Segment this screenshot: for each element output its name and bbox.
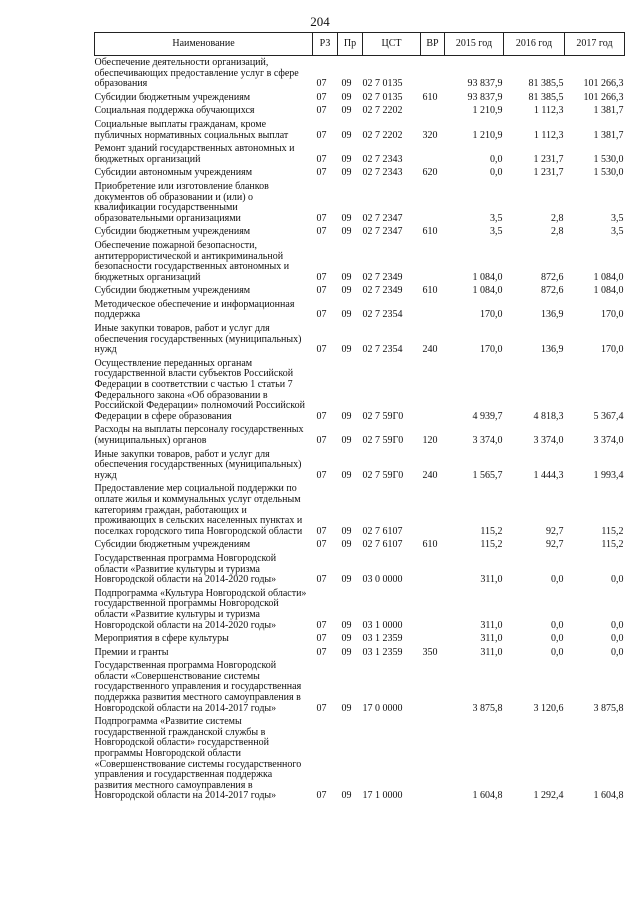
row-cst-cell: 02 7 2354: [362, 344, 403, 356]
row-vr-cell: [421, 104, 445, 118]
row-2015-cell: 4 939,7: [472, 410, 503, 422]
row-rz-cell: 07: [316, 271, 327, 283]
row-name-cell: Мероприятия в сфере культуры: [94, 633, 229, 645]
row-2017-cell: 1 530,0: [593, 167, 624, 179]
header-2017: 2017 год: [565, 33, 625, 56]
row-2016-cell: 136,9: [541, 344, 564, 356]
budget-table: [94, 32, 625, 803]
row-rz-cell: 07: [316, 212, 327, 224]
row-vr-cell: [421, 632, 445, 646]
header-pr: Пр: [338, 33, 363, 56]
header-rz: РЗ: [313, 33, 338, 56]
page-number: 204: [310, 14, 330, 29]
row-2015-cell: 115,2: [480, 539, 503, 551]
table-row: [95, 448, 625, 483]
row-rz-cell: 07: [316, 344, 327, 356]
row-vr-cell: 350: [422, 646, 438, 658]
row-vr-cell: 610: [422, 539, 438, 551]
row-2017-cell: 1 530,0: [593, 153, 624, 165]
row-2016-cell: 872,6: [541, 285, 564, 297]
row-pr-cell: 09: [341, 285, 352, 297]
table-row: [95, 180, 625, 225]
row-vr-cell: [421, 482, 445, 538]
row-name-cell: Подпрограмма «Развитие системы государственной гражданской службы в Новгородской области» государственной программы Новгородской области «Совершенствование системы государственного управления и государственная поддержка развития местного самоуправления в Новгородской области на 2014-2017 годы»: [94, 716, 302, 802]
row-2015-cell: 1 084,0: [472, 285, 503, 297]
row-cst-cell: 02 7 2354: [362, 309, 403, 321]
row-rz-cell: 07: [316, 78, 327, 90]
row-2015-cell: 1 084,0: [472, 271, 503, 283]
row-2017-cell: 1 381,7: [593, 105, 624, 117]
row-2017-cell: 3,5: [611, 226, 624, 238]
row-name-cell: Государственная программа Новгородской области «Развитие культуры и туризма Новгородской области на 2014-2020 годы»: [94, 552, 277, 586]
row-2016-cell: 92,7: [546, 539, 564, 551]
table-row: [95, 118, 625, 142]
row-cst-cell: 17 1 0000: [362, 790, 403, 802]
row-2016-cell: 92,7: [546, 525, 564, 537]
table-row: [95, 298, 625, 322]
row-name-cell: Осуществление переданных органам государственной власти субъектов Российской Федерации в соответствии с частью 1 статьи 7 Федерального закона «Об образовании в Российской Федерации» полномочий Российской Федерации в сфере образования: [94, 357, 305, 422]
row-cst-cell: 03 1 0000: [362, 619, 403, 631]
row-2017-cell: 1 993,4: [593, 469, 624, 481]
row-name-cell: Методическое обеспечение и информационная поддержка: [94, 298, 295, 321]
row-cst-cell: 02 7 0135: [362, 78, 403, 90]
row-2017-cell: 0,0: [611, 633, 624, 645]
row-name-cell: Субсидии бюджетным учреждениям: [94, 285, 251, 297]
header-name: Наименование: [95, 33, 313, 56]
row-vr-cell: 610: [422, 285, 438, 297]
row-vr-cell: [421, 587, 445, 632]
row-name-cell: Ремонт зданий государственных автономных и бюджетных организаций: [94, 143, 295, 165]
row-vr-cell: [421, 239, 445, 284]
row-name-cell: Подпрограмма «Культура Новгородской области» государственной программы Новгородской области «Развитие культуры и туризма Новгородской области на 2014-2020 годы»: [94, 587, 307, 631]
row-cst-cell: 02 7 2343: [362, 167, 403, 179]
row-pr-cell: 09: [341, 78, 352, 90]
row-cst-cell: 02 7 2349: [362, 271, 403, 283]
row-name-cell: Субсидии бюджетным учреждениям: [94, 539, 251, 551]
row-2015-cell: 1 604,8: [472, 790, 503, 802]
header-2016: 2016 год: [504, 33, 565, 56]
row-name-cell: Субсидии бюджетным учреждениям: [94, 226, 251, 238]
header-vr: ВР: [421, 33, 445, 56]
row-pr-cell: 09: [341, 410, 352, 422]
row-cst-cell: 02 7 0135: [362, 91, 403, 103]
row-cst-cell: 02 7 2202: [362, 105, 403, 117]
row-pr-cell: 09: [341, 271, 352, 283]
row-2015-cell: 115,2: [480, 525, 503, 537]
row-vr-cell: 610: [422, 91, 438, 103]
row-name-cell: Социальная поддержка обучающихся: [94, 105, 255, 117]
header-2015: 2015 год: [445, 33, 504, 56]
row-cst-cell: 03 0 0000: [362, 574, 403, 586]
row-name-cell: Приобретение или изготовление бланков документов об образовании и (или) о квалификации государственными образовательными организациями: [94, 180, 269, 224]
row-vr-cell: 240: [422, 469, 438, 481]
row-pr-cell: 09: [341, 633, 352, 645]
row-pr-cell: 09: [341, 91, 352, 103]
row-rz-cell: 07: [316, 285, 327, 297]
table-row: [95, 482, 625, 538]
row-2016-cell: 0,0: [551, 646, 564, 658]
row-rz-cell: 07: [316, 105, 327, 117]
row-cst-cell: 02 7 2347: [362, 226, 403, 238]
row-cst-cell: 02 7 2202: [362, 129, 403, 141]
row-vr-cell: [421, 357, 445, 424]
table-row: [95, 715, 625, 803]
row-2017-cell: 1 084,0: [593, 271, 624, 283]
row-rz-cell: 07: [316, 435, 327, 446]
row-2016-cell: 81 385,5: [528, 78, 564, 90]
row-name-cell: Субсидии автономным учреждениям: [94, 167, 253, 179]
row-rz-cell: 07: [316, 309, 327, 321]
table-row: [95, 587, 625, 632]
row-2015-cell: 311,0: [480, 646, 503, 658]
row-2017-cell: 0,0: [611, 619, 624, 631]
row-name-cell: Субсидии бюджетным учреждениям: [94, 91, 251, 103]
row-2016-cell: 3 120,6: [533, 702, 564, 714]
row-rz-cell: 07: [316, 129, 327, 141]
row-2017-cell: 115,2: [601, 539, 624, 551]
table-row: [95, 142, 625, 166]
row-rz-cell: 07: [316, 167, 327, 179]
row-2015-cell: 93 837,9: [467, 91, 503, 103]
row-2017-cell: 3 374,0: [593, 435, 624, 446]
row-pr-cell: 09: [341, 469, 352, 481]
table-row: [95, 322, 625, 357]
table-row: [95, 552, 625, 587]
table-row: [95, 91, 625, 105]
row-2015-cell: 170,0: [480, 309, 503, 321]
row-name-cell: Социальные выплаты гражданам, кроме публичных нормативных социальных выплат: [94, 118, 289, 141]
row-2017-cell: 101 266,3: [583, 91, 624, 103]
row-2015-cell: 3,5: [490, 212, 503, 224]
row-2017-cell: 170,0: [601, 309, 624, 321]
table-body: [95, 56, 625, 804]
row-pr-cell: 09: [341, 702, 352, 714]
row-cst-cell: 02 7 6107: [362, 525, 403, 537]
row-rz-cell: 07: [316, 226, 327, 238]
table-header-row: [95, 33, 625, 56]
row-2015-cell: 311,0: [480, 574, 503, 586]
header-cst: ЦСТ: [363, 33, 421, 56]
table-row: [95, 104, 625, 118]
row-2015-cell: 311,0: [480, 619, 503, 631]
row-2017-cell: 1 084,0: [593, 285, 624, 297]
row-2016-cell: 2,8: [551, 212, 564, 224]
row-2015-cell: 311,0: [480, 633, 503, 645]
row-pr-cell: 09: [341, 539, 352, 551]
row-vr-cell: 320: [422, 129, 438, 141]
row-vr-cell: [421, 552, 445, 587]
row-pr-cell: 09: [341, 790, 352, 802]
table-row: [95, 56, 625, 91]
row-rz-cell: 07: [316, 525, 327, 537]
row-vr-cell: [421, 180, 445, 225]
row-rz-cell: 07: [316, 646, 327, 658]
row-2015-cell: 3 875,8: [472, 702, 503, 714]
row-vr-cell: 120: [422, 435, 438, 446]
row-2015-cell: 0,0: [490, 167, 503, 179]
row-vr-cell: 610: [422, 226, 438, 238]
row-2016-cell: 0,0: [551, 619, 564, 631]
row-vr-cell: [421, 298, 445, 322]
row-2016-cell: 1 231,7: [533, 167, 564, 179]
row-2017-cell: 1 381,7: [593, 129, 624, 141]
row-2016-cell: 1 444,3: [533, 469, 564, 481]
row-cst-cell: 03 1 2359: [362, 633, 403, 645]
row-2016-cell: 872,6: [541, 271, 564, 283]
table-row: [95, 357, 625, 424]
table-row: [95, 632, 625, 646]
row-2016-cell: 1 292,4: [533, 790, 564, 802]
row-2016-cell: 1 112,3: [533, 105, 564, 117]
row-2016-cell: 0,0: [551, 574, 564, 586]
row-rz-cell: 07: [316, 410, 327, 422]
table-row: [95, 646, 625, 660]
row-name-cell: Обеспечение пожарной безопасности, антитеррористической и антикриминальной безопасности государственных автономных и бюджетных организаций: [94, 239, 290, 283]
row-rz-cell: 07: [316, 91, 327, 103]
row-2015-cell: 1 210,9: [472, 105, 503, 117]
table-row: [95, 225, 625, 239]
row-pr-cell: 09: [341, 619, 352, 631]
row-pr-cell: 09: [341, 153, 352, 165]
row-2015-cell: 93 837,9: [467, 78, 503, 90]
row-2016-cell: 1 112,3: [533, 129, 564, 141]
row-cst-cell: 02 7 6107: [362, 539, 403, 551]
row-name-cell: Премии и гранты: [94, 646, 169, 658]
row-cst-cell: 02 7 2349: [362, 285, 403, 297]
row-pr-cell: 09: [341, 226, 352, 238]
row-rz-cell: 07: [316, 702, 327, 714]
row-2017-cell: 170,0: [601, 344, 624, 356]
row-cst-cell: 02 7 59Г0: [362, 435, 404, 446]
row-2016-cell: 2,8: [551, 226, 564, 238]
row-pr-cell: 09: [341, 167, 352, 179]
row-pr-cell: 09: [341, 646, 352, 658]
row-name-cell: Иные закупки товаров, работ и услуг для обеспечения государственных (муниципальных) нужд: [94, 323, 302, 356]
row-vr-cell: [421, 56, 445, 91]
table-row: [95, 423, 625, 447]
row-cst-cell: 17 0 0000: [362, 702, 403, 714]
table-row: [95, 166, 625, 180]
row-vr-cell: [421, 659, 445, 715]
table-row: [95, 239, 625, 284]
row-2016-cell: 136,9: [541, 309, 564, 321]
row-name-cell: Предоставление мер социальной поддержки по оплате жилья и коммунальных услуг отдельным категориям граждан, работающих и проживающих в сельских населенных пунктах и поселках городского типа Новгородской области: [94, 483, 303, 537]
row-vr-cell: [421, 715, 445, 803]
row-name-cell: Иные закупки товаров, работ и услуг для обеспечения государственных (муниципальных) нужд: [94, 448, 302, 481]
row-2015-cell: 1 210,9: [472, 129, 503, 141]
row-2017-cell: 1 604,8: [593, 790, 624, 802]
row-rz-cell: 07: [316, 790, 327, 802]
row-name-cell: Расходы на выплаты персоналу государственных (муниципальных) органов: [94, 424, 304, 446]
row-rz-cell: 07: [316, 574, 327, 586]
row-2017-cell: 3,5: [611, 212, 624, 224]
row-rz-cell: 07: [316, 619, 327, 631]
row-rz-cell: 07: [316, 539, 327, 551]
row-cst-cell: 02 7 2343: [362, 153, 403, 165]
table-row: [95, 659, 625, 715]
row-pr-cell: 09: [341, 344, 352, 356]
row-pr-cell: 09: [341, 212, 352, 224]
row-vr-cell: [421, 142, 445, 166]
row-2017-cell: 0,0: [611, 646, 624, 658]
row-2017-cell: 5 367,4: [593, 410, 624, 422]
row-2017-cell: 101 266,3: [583, 78, 624, 90]
row-cst-cell: 02 7 59Г0: [362, 410, 404, 422]
row-name-cell: Обеспечение деятельности организаций, обеспечивающих предоставление услуг в сфере образования: [94, 57, 299, 90]
row-2017-cell: 115,2: [601, 525, 624, 537]
row-pr-cell: 09: [341, 129, 352, 141]
row-2016-cell: 4 818,3: [533, 410, 564, 422]
row-2015-cell: 3 374,0: [472, 435, 503, 446]
row-2016-cell: 3 374,0: [533, 435, 564, 446]
row-vr-cell: 620: [422, 167, 438, 179]
row-rz-cell: 07: [316, 633, 327, 645]
row-pr-cell: 09: [341, 105, 352, 117]
row-cst-cell: 02 7 59Г0: [362, 469, 404, 481]
row-pr-cell: 09: [341, 525, 352, 537]
row-pr-cell: 09: [341, 309, 352, 321]
row-2017-cell: 0,0: [611, 574, 624, 586]
row-rz-cell: 07: [316, 153, 327, 165]
row-pr-cell: 09: [341, 574, 352, 586]
row-name-cell: Государственная программа Новгородской области «Совершенствование системы государственного управления и государственная поддержка развития местного самоуправления в Новгородской области на 2014-2017 годы»: [94, 660, 302, 714]
table-row: [95, 538, 625, 552]
row-2016-cell: 81 385,5: [528, 91, 564, 103]
row-vr-cell: 240: [422, 344, 438, 356]
row-2015-cell: 170,0: [480, 344, 503, 356]
row-pr-cell: 09: [341, 435, 352, 446]
row-2015-cell: 3,5: [490, 226, 503, 238]
row-2015-cell: 1 565,7: [472, 469, 503, 481]
row-2017-cell: 3 875,8: [593, 702, 624, 714]
row-rz-cell: 07: [316, 469, 327, 481]
table-row: [95, 284, 625, 298]
row-cst-cell: 02 7 2347: [362, 212, 403, 224]
row-cst-cell: 03 1 2359: [362, 646, 403, 658]
row-2016-cell: 0,0: [551, 633, 564, 645]
row-2015-cell: 0,0: [490, 153, 503, 165]
row-2016-cell: 1 231,7: [533, 153, 564, 165]
